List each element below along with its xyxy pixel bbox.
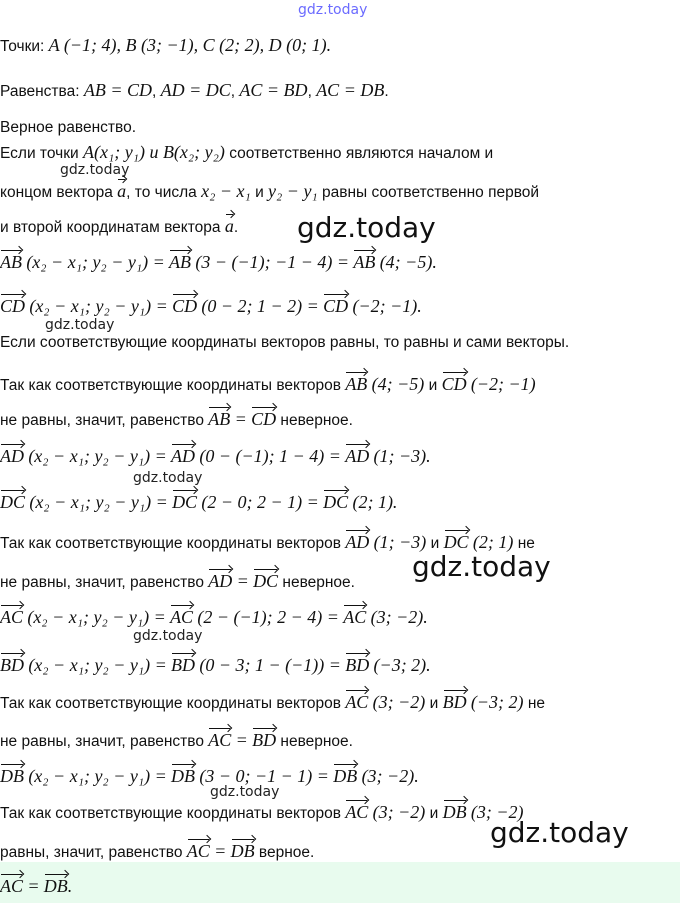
theory-text: Если точки xyxy=(0,145,79,162)
coords-bd: (−3; 2) xyxy=(470,692,524,712)
calc-dc xyxy=(0,488,397,514)
calc-general: (x₂ − x₁; y₂ − y₁) = xyxy=(26,252,165,272)
vector-dc: DC xyxy=(172,488,197,512)
calc-general: (x₂ − x₁; y₂ − y₁) = xyxy=(28,655,167,675)
watermark: gdz.today xyxy=(210,784,280,800)
points-label: Точки: xyxy=(0,38,45,55)
theory-text: и второй координатам вектора xyxy=(0,219,221,236)
coords-db: (3; −2) xyxy=(470,802,524,822)
theory-line-3 xyxy=(0,212,238,238)
answer-box xyxy=(0,862,680,903)
points-line xyxy=(0,35,331,57)
equalities-label: Равенства: xyxy=(0,83,80,100)
text: Так как соответствующие координаты векторов xyxy=(0,535,341,552)
text: Так как соответствующие координаты векторов xyxy=(0,805,341,822)
compare-ac-db-2 xyxy=(0,837,314,863)
vector-ad: AD xyxy=(345,442,369,466)
compare-ab-cd-1 xyxy=(0,370,536,396)
vector-bd: BD xyxy=(345,651,369,675)
vector-a: a xyxy=(117,177,126,201)
text: Так как соответствующие координаты векторов xyxy=(0,695,341,712)
theory-line-1 xyxy=(0,142,493,164)
calc-values: (2 − 0; 2 − 1) = xyxy=(201,492,319,512)
theory-line-2 xyxy=(0,177,539,203)
vector-ab: AB xyxy=(169,248,191,272)
vector-cd: CD xyxy=(323,292,348,316)
vector-db: DB xyxy=(231,837,255,861)
vector-db: DB xyxy=(0,762,24,786)
calc-general: (x₂ − x₁; y₂ − y₁) = xyxy=(28,766,167,786)
calc-bd xyxy=(0,651,431,677)
calc-result: (−3; 2). xyxy=(373,655,431,675)
vector-bd: BD xyxy=(252,726,276,750)
text: и xyxy=(429,695,439,712)
vector-dc: DC xyxy=(323,488,348,512)
vector-cd: CD xyxy=(251,405,276,429)
vector-cd: CD xyxy=(442,370,467,394)
watermark: gdz.today xyxy=(45,317,115,333)
text: не равны, значит, равенство xyxy=(0,733,204,750)
vector-ac: AC xyxy=(187,837,210,861)
vector-ad: AD xyxy=(208,567,232,591)
coords-ac: (3; −2) xyxy=(372,692,426,712)
vector-dc: DC xyxy=(0,488,25,512)
vector-ab: AB xyxy=(345,370,367,394)
vector-dc: DC xyxy=(444,528,469,552)
vector-a: a xyxy=(225,212,234,236)
theory-math: x₂ − x₁ xyxy=(201,181,251,201)
verdict: неверное. xyxy=(280,412,353,429)
verdict: верное. xyxy=(258,844,315,861)
equality-2: AD = DC xyxy=(160,80,231,100)
coords-cd: (−2; −1) xyxy=(470,374,536,394)
verdict: неверное. xyxy=(280,733,353,750)
calc-values: (3 − (−1); −1 − 4) = xyxy=(195,252,350,272)
vector-ad: AD xyxy=(171,442,195,466)
vector-ac: AC xyxy=(0,603,23,627)
calc-general: (x₂ − x₁; y₂ − y₁) = xyxy=(28,446,167,466)
vector-ab: AB xyxy=(208,405,230,429)
calc-values: (3 − 0; −1 − 1) = xyxy=(199,766,329,786)
watermark: gdz.today xyxy=(133,628,203,644)
text: не равны, значит, равенство xyxy=(0,412,204,429)
compare-ad-dc-2 xyxy=(0,567,355,593)
text: и xyxy=(428,377,438,394)
calc-ad xyxy=(0,442,431,468)
compare-ac-db-1 xyxy=(0,798,524,824)
vector-cd: CD xyxy=(172,292,197,316)
vector-ad: AD xyxy=(345,528,369,552)
verdict: неверное. xyxy=(282,574,355,591)
calc-general: (x₂ − x₁; y₂ − y₁) = xyxy=(29,296,168,316)
watermark: gdz.today xyxy=(490,816,629,849)
vector-ab: AB xyxy=(0,248,22,272)
vector-ac: AC xyxy=(345,798,368,822)
calc-result: (1; −3). xyxy=(373,446,431,466)
vector-ac: AC xyxy=(170,603,193,627)
equality-4: AC = DB xyxy=(316,80,385,100)
calc-result: (2; 1). xyxy=(352,492,398,512)
compare-ac-bd-2 xyxy=(0,726,353,752)
vector-ab: AB xyxy=(353,248,375,272)
coords-ad: (1; −3) xyxy=(373,532,427,552)
calc-values: (0 − 2; 1 − 2) = xyxy=(201,296,319,316)
equals-sign: = xyxy=(234,409,247,429)
theory-math: A(x₁; y₁) и B(x₂; y₂) xyxy=(82,142,225,162)
vector-ac: AC xyxy=(208,726,231,750)
equals-sign: = xyxy=(214,841,227,861)
rule-line: Если соответствующие координаты векторов равны, то равны и сами векторы. xyxy=(0,334,570,351)
compare-ac-bd-1 xyxy=(0,688,545,714)
theory-math: y₂ − y₁ xyxy=(268,181,318,201)
calc-ac xyxy=(0,603,428,629)
theory-text: соответственно являются началом и xyxy=(229,145,494,162)
theory-text: . xyxy=(233,219,239,236)
calc-result: (3; −2). xyxy=(370,607,428,627)
vector-db: DB xyxy=(333,762,357,786)
text: и xyxy=(430,535,440,552)
text: и xyxy=(429,805,439,822)
watermark: gdz.today xyxy=(133,470,203,486)
equals-sign: = xyxy=(27,876,40,896)
calc-values: (2 − (−1); 2 − 4) = xyxy=(197,607,339,627)
vector-ac: AC xyxy=(343,603,366,627)
text: Так как соответствующие координаты векторов xyxy=(0,377,341,394)
theory-text: , то числа xyxy=(126,184,197,201)
compare-ab-cd-2 xyxy=(0,405,353,431)
equals-sign: = xyxy=(235,730,248,750)
vector-bd: BD xyxy=(443,688,467,712)
answer-line xyxy=(0,872,72,898)
coords-ab: (4; −5) xyxy=(371,374,425,394)
equality-1: AB = CD xyxy=(83,80,152,100)
text: не xyxy=(527,695,546,712)
theory-text: концом вектора xyxy=(0,184,113,201)
task-line: Верное равенство. xyxy=(0,119,137,136)
calc-result: (4; −5). xyxy=(379,252,437,272)
equality-3: AC = BD xyxy=(239,80,308,100)
calc-result: (−2; −1). xyxy=(352,296,422,316)
vector-bd: BD xyxy=(171,651,195,675)
answer-end: . xyxy=(67,876,73,896)
theory-text: и xyxy=(255,184,264,201)
coords-dc: (2; 1) xyxy=(472,532,514,552)
equalities-line: Равенства: AB = CD, AD = DC, AC = BD, AC = DB. xyxy=(0,80,389,100)
answer-vector-ac: AC xyxy=(0,872,23,896)
calc-ab xyxy=(0,248,437,274)
vector-db: DB xyxy=(443,798,467,822)
points-expr: A (−1; 4), B (3; −1), C (2; 2), D (0; 1). xyxy=(48,35,332,55)
calc-general: (x₂ − x₁; y₂ − y₁) = xyxy=(29,492,168,512)
vector-dc: DC xyxy=(253,567,278,591)
coords-ac: (3; −2) xyxy=(372,802,426,822)
vector-cd: CD xyxy=(0,292,25,316)
watermark: gdz.today xyxy=(297,211,436,244)
vector-db: DB xyxy=(171,762,195,786)
calc-values: (0 − 3; 1 − (−1)) = xyxy=(199,655,341,675)
calc-values: (0 − (−1); 1 − 4) = xyxy=(199,446,341,466)
text: равны, значит, равенство xyxy=(0,844,183,861)
watermark: gdz.today xyxy=(60,162,130,178)
text: не xyxy=(517,535,535,552)
text: не равны, значит, равенство xyxy=(0,574,204,591)
theory-text: равны соответственно первой xyxy=(322,184,540,201)
vector-ad: AD xyxy=(0,442,24,466)
equals-sign: = xyxy=(236,571,249,591)
calc-general: (x₂ − x₁; y₂ − y₁) = xyxy=(27,607,166,627)
answer-vector-db: DB xyxy=(44,872,68,896)
watermark-top: gdz.today xyxy=(298,2,368,18)
vector-ac: AC xyxy=(345,688,368,712)
calc-result: (3; −2). xyxy=(361,766,419,786)
vector-bd: BD xyxy=(0,651,24,675)
calc-cd xyxy=(0,292,422,318)
watermark: gdz.today xyxy=(412,550,551,583)
